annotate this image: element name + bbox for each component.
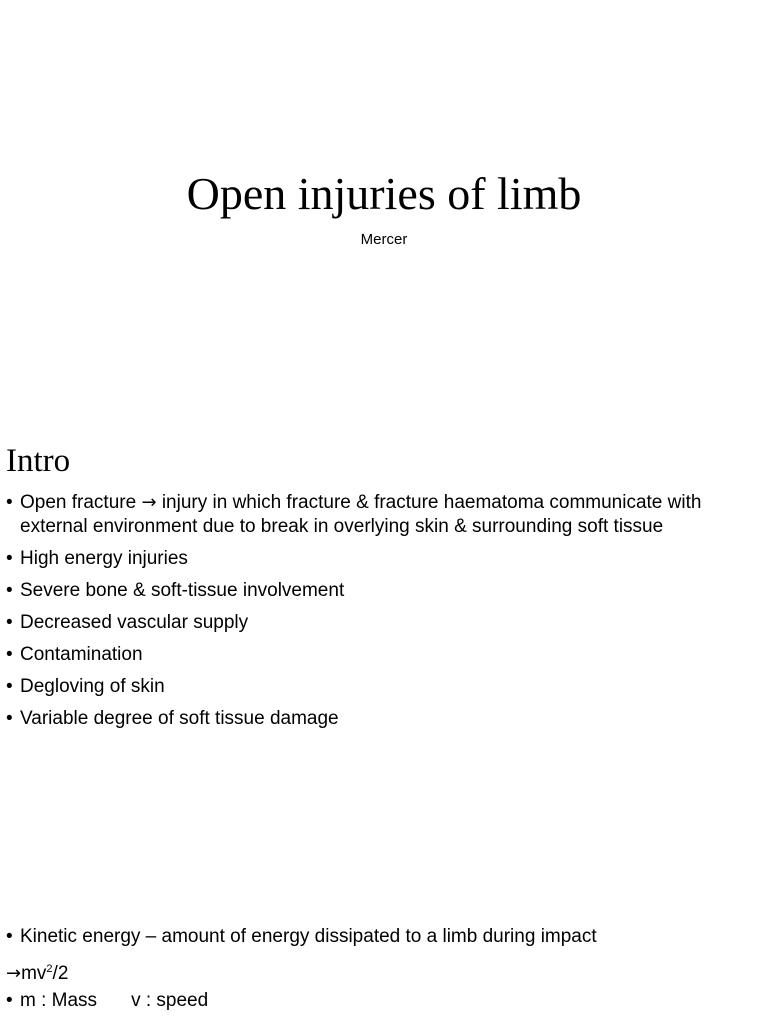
bullet-item: • Degloving of skin	[6, 675, 746, 699]
intro-heading: Intro	[6, 443, 71, 479]
bullet-item: • High energy injuries	[6, 547, 746, 571]
bullet-item: • Contamination	[6, 643, 746, 667]
intro-bullet-list	[6, 491, 746, 739]
bullet-text: injury in which fracture & fracture haematoma communicate with external environment due to break in overlying skin & surrounding soft tissue	[20, 492, 702, 537]
bullet-item: • Kinetic energy – amount of energy dissipated to a limb during impact	[6, 925, 746, 949]
formula-rest: /2	[52, 963, 69, 984]
formula-base: mv	[21, 963, 47, 984]
speed-definition: v : speed	[131, 990, 209, 1011]
bullet-item: • Variable degree of soft tissue damage	[6, 707, 746, 731]
bullet-item	[6, 491, 746, 539]
slide-subtitle: Mercer	[360, 231, 408, 248]
arrow-icon: →	[6, 963, 22, 984]
formula-exponent: 2	[46, 963, 53, 975]
mass-definition: m : Mass	[20, 990, 98, 1011]
arrow-icon: →	[141, 492, 157, 513]
bullet-text: Open fracture	[20, 492, 142, 513]
energy-bullet-list	[6, 925, 746, 957]
bullet-item: • Decreased vascular supply	[6, 611, 746, 635]
variables-bullet	[6, 989, 208, 1013]
bullet-item: • Severe bone & soft-tissue involvement	[6, 579, 746, 603]
formula-line	[6, 957, 68, 986]
slide-title: Open injuries of limb	[186, 168, 582, 219]
